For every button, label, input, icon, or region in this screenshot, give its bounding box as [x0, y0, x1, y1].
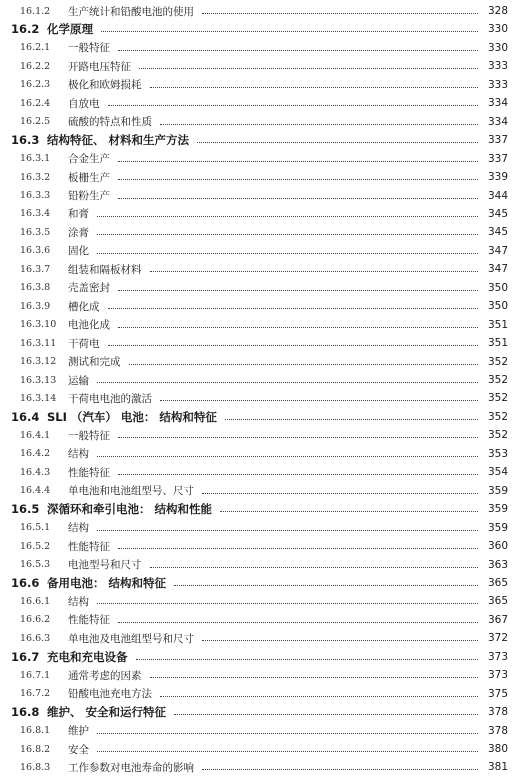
dot-leader — [174, 713, 478, 715]
dot-leader — [150, 86, 479, 88]
dot-leader — [202, 639, 478, 641]
entry-page-number: 350 — [487, 300, 508, 313]
entry-title: 工作参数对电池寿命的影响 — [68, 761, 194, 774]
entry-page-number: 334 — [487, 97, 508, 110]
entry-page-number: 380 — [487, 743, 508, 755]
entry-page-number: 353 — [487, 447, 508, 460]
entry-number: 16.5.3 — [20, 559, 51, 570]
dot-leader — [118, 197, 478, 199]
entry-title: 化学原理 — [47, 22, 93, 37]
entry-page-number: 351 — [487, 337, 508, 350]
entry-title: 运输 — [68, 374, 89, 387]
entry-title: 硫酸的特点和性质 — [68, 116, 152, 129]
entry-page-number: 330 — [487, 23, 508, 36]
entry-number: 16.4.4 — [20, 485, 51, 497]
dot-leader — [118, 326, 478, 328]
entry-title: 一般特征 — [68, 42, 110, 55]
entry-page-number: 365 — [487, 595, 508, 608]
entry-number: 16.6 — [11, 575, 40, 590]
entry-number: 16.3.14 — [20, 392, 57, 404]
entry-title: 电池型号和尺寸 — [68, 559, 142, 571]
toc-subsection-entry[interactable] — [0, 757, 518, 777]
dot-leader — [97, 732, 478, 734]
entry-number: 16.8 — [11, 705, 40, 720]
toc-subsection-entry[interactable] — [0, 93, 518, 113]
dot-leader — [150, 270, 479, 272]
dot-leader — [108, 104, 479, 106]
dot-leader — [150, 566, 479, 568]
entry-title: 结构 — [68, 595, 89, 608]
entry-title: 干荷电电池的激活 — [68, 392, 152, 405]
dot-leader — [202, 768, 478, 770]
entry-page-number: 337 — [487, 152, 508, 165]
entry-number: 16.6.1 — [20, 595, 51, 607]
toc-subsection-entry[interactable] — [0, 296, 518, 316]
entry-page-number: 378 — [487, 706, 508, 719]
entry-page-number: 359 — [487, 521, 508, 534]
toc-subsection-entry[interactable] — [0, 610, 518, 630]
toc-section-entry[interactable] — [0, 702, 518, 722]
entry-page-number: 363 — [487, 558, 508, 571]
entry-number: 16.5.1 — [20, 522, 51, 534]
entry-page-number: 352 — [487, 374, 508, 386]
entry-number: 16.3.12 — [20, 356, 57, 368]
entry-page-number: 359 — [487, 484, 508, 497]
entry-number: 16.3 — [11, 133, 40, 148]
toc-subsection-entry[interactable] — [0, 167, 518, 187]
toc-subsection-entry[interactable] — [0, 352, 518, 372]
entry-number: 16.2.2 — [20, 60, 51, 72]
entry-title: 和膏 — [68, 208, 89, 221]
entry-title: 涂膏 — [68, 226, 89, 239]
dot-leader — [108, 344, 479, 346]
entry-title: 开路电压特征 — [68, 60, 131, 73]
toc-section-entry[interactable] — [0, 499, 518, 519]
entry-page-number: 373 — [487, 650, 508, 663]
entry-page-number: 372 — [487, 632, 508, 645]
toc-subsection-entry[interactable] — [0, 112, 518, 132]
entry-number: 16.2 — [11, 22, 40, 37]
dot-leader — [97, 750, 478, 752]
entry-number: 16.7.2 — [20, 688, 51, 700]
toc-subsection-entry[interactable] — [0, 388, 518, 408]
toc-subsection-entry[interactable] — [0, 425, 518, 445]
dot-leader — [174, 584, 478, 586]
toc-section-entry[interactable] — [0, 407, 518, 427]
dot-leader — [118, 49, 478, 51]
entry-page-number: 375 — [487, 687, 508, 700]
entry-title: 板栅生产 — [68, 171, 110, 184]
toc-subsection-entry[interactable] — [0, 518, 518, 538]
toc-subsection-entry[interactable] — [0, 278, 518, 298]
entry-title: 铅粉生产 — [68, 190, 110, 202]
entry-page-number: 347 — [487, 244, 508, 257]
toc-subsection-entry[interactable] — [0, 481, 518, 501]
entry-page-number: 333 — [487, 60, 508, 73]
toc-subsection-entry[interactable] — [0, 222, 518, 242]
entry-number: 16.3.9 — [20, 300, 51, 312]
entry-number: 16.4.2 — [20, 448, 51, 460]
entry-number: 16.3.5 — [20, 226, 51, 238]
dot-leader — [97, 602, 478, 604]
toc-subsection-entry[interactable] — [0, 555, 518, 575]
toc-subsection-entry[interactable] — [0, 204, 518, 224]
entry-title: 结构 — [68, 522, 89, 535]
entry-number: 16.7 — [11, 649, 40, 664]
toc-subsection-entry[interactable] — [0, 536, 518, 556]
entry-title: 充电和充电设备 — [47, 649, 128, 664]
entry-number: 16.4.1 — [20, 429, 51, 441]
entry-number: 16.3.3 — [20, 190, 51, 201]
entry-title: 结构 — [68, 448, 89, 461]
toc-subsection-entry[interactable] — [0, 259, 518, 279]
entry-title: 电池化成 — [68, 319, 110, 332]
entry-page-number: 378 — [487, 724, 508, 737]
entry-title: 壳盖密封 — [68, 282, 110, 295]
entry-number: 16.3.8 — [20, 282, 51, 294]
dot-leader — [160, 695, 478, 697]
dot-leader — [97, 381, 478, 383]
entry-title: 单电池及电池组型号和尺寸 — [68, 632, 194, 645]
entry-title: SLI （汽车） 电池： 结构和特征 — [47, 409, 217, 424]
dot-leader — [97, 252, 478, 254]
entry-page-number: 351 — [487, 318, 508, 331]
entry-number: 16.2.1 — [20, 42, 51, 54]
entry-title: 深循环和牵引电池： 结构和性能 — [47, 502, 213, 517]
dot-leader — [202, 12, 478, 14]
dot-leader — [97, 233, 478, 235]
dot-leader — [150, 676, 479, 678]
toc-subsection-entry[interactable] — [0, 333, 518, 353]
entry-title: 维护、 安全和运行特征 — [47, 705, 167, 720]
entry-number: 16.4.3 — [20, 466, 51, 478]
entry-title: 维护 — [68, 725, 89, 738]
entry-title: 测试和完成 — [68, 356, 121, 369]
toc-subsection-entry[interactable] — [0, 241, 518, 261]
entry-page-number: 347 — [487, 263, 508, 276]
entry-page-number: 337 — [487, 134, 508, 147]
entry-title: 单电池和电池组型号、尺寸 — [68, 485, 194, 498]
entry-page-number: 344 — [487, 189, 508, 202]
entry-page-number: 365 — [487, 576, 508, 589]
entry-page-number: 381 — [487, 761, 508, 774]
entry-number: 16.6.2 — [20, 614, 51, 626]
entry-page-number: 339 — [487, 171, 508, 184]
dot-leader — [160, 123, 478, 125]
dot-leader — [160, 399, 478, 401]
entry-number: 16.3.13 — [20, 374, 57, 386]
toc-subsection-entry[interactable] — [0, 684, 518, 704]
toc-subsection-entry[interactable] — [0, 315, 518, 335]
entry-title: 通常考虑的因素 — [68, 669, 142, 682]
toc-subsection-entry[interactable] — [0, 38, 518, 58]
dot-leader — [118, 621, 478, 623]
entry-page-number: 345 — [487, 226, 508, 239]
dot-leader — [118, 473, 478, 475]
entry-page-number: 350 — [487, 281, 508, 294]
entry-title: 结构特征、 材料和生产方法 — [47, 133, 190, 148]
entry-number: 16.2.4 — [20, 97, 51, 109]
entry-page-number: 367 — [487, 613, 508, 626]
toc-subsection-entry[interactable] — [0, 149, 518, 169]
entry-page-number: 334 — [487, 115, 508, 128]
entry-number: 16.8.1 — [20, 725, 51, 737]
entry-number: 16.7.1 — [20, 669, 51, 681]
entry-title: 合金生产 — [68, 153, 110, 166]
toc-subsection-entry[interactable] — [0, 75, 518, 95]
toc-section-entry[interactable] — [0, 647, 518, 667]
dot-leader — [220, 510, 478, 512]
toc-subsection-entry[interactable] — [0, 186, 518, 206]
toc-section-entry[interactable] — [0, 573, 518, 593]
dot-leader — [108, 307, 479, 309]
entry-title: 极化和欧姆损耗 — [68, 79, 142, 92]
dot-leader — [118, 436, 478, 438]
entry-title: 干荷电 — [68, 337, 100, 350]
entry-title: 固化 — [68, 245, 89, 258]
entry-number: 16.5 — [11, 502, 40, 517]
entry-number: 16.5.2 — [20, 540, 51, 552]
entry-title: 安全 — [68, 743, 89, 756]
entry-page-number: 328 — [487, 5, 508, 17]
dot-leader — [139, 67, 478, 69]
toc-subsection-entry[interactable] — [0, 444, 518, 464]
dot-leader — [97, 529, 478, 531]
entry-title: 铅酸电池充电方法 — [68, 688, 152, 701]
entry-title: 一般特征 — [68, 429, 110, 442]
entry-number: 16.3.6 — [20, 245, 51, 257]
toc-subsection-entry[interactable] — [0, 370, 518, 390]
entry-number: 16.8.3 — [20, 761, 51, 773]
dot-leader — [101, 30, 478, 32]
entry-title: 性能特征 — [68, 466, 110, 479]
entry-page-number: 352 — [487, 355, 508, 368]
entry-page-number: 352 — [487, 429, 508, 442]
dot-leader — [225, 418, 478, 420]
dot-leader — [197, 141, 478, 143]
entry-number: 16.3.7 — [20, 263, 51, 275]
entry-title: 组装和隔板材料 — [68, 263, 142, 276]
entry-page-number: 345 — [487, 207, 508, 220]
entry-number: 16.2.3 — [20, 79, 51, 91]
dot-leader — [118, 547, 478, 549]
entry-number: 16.3.11 — [20, 337, 57, 349]
toc-subsection-entry[interactable] — [0, 56, 518, 76]
entry-page-number: 330 — [487, 41, 508, 54]
toc-subsection-entry[interactable] — [0, 739, 518, 759]
entry-title: 槽化成 — [68, 300, 100, 313]
entry-number: 16.3.4 — [20, 208, 51, 220]
entry-page-number: 333 — [487, 78, 508, 91]
dot-leader — [97, 455, 478, 457]
entry-title: 性能特征 — [68, 614, 110, 627]
toc-section-entry[interactable] — [0, 130, 518, 150]
entry-number: 16.3.10 — [20, 319, 57, 331]
dot-leader — [118, 160, 478, 162]
toc-subsection-entry[interactable] — [0, 1, 518, 21]
entry-page-number: 352 — [487, 392, 508, 405]
entry-number: 16.6.3 — [20, 632, 51, 644]
entry-page-number: 352 — [487, 410, 508, 423]
toc-subsection-entry[interactable] — [0, 591, 518, 611]
entry-page-number: 359 — [487, 503, 508, 516]
dot-leader — [97, 215, 478, 217]
entry-number: 16.4 — [11, 409, 40, 424]
dot-leader — [118, 178, 478, 180]
entry-page-number: 373 — [487, 669, 508, 682]
entry-title: 备用电池： 结构和特征 — [47, 575, 167, 590]
toc-subsection-entry[interactable] — [0, 628, 518, 648]
toc-section-entry[interactable] — [0, 19, 518, 39]
entry-number: 16.1.2 — [20, 5, 51, 17]
entry-page-number: 354 — [487, 466, 508, 479]
dot-leader — [118, 289, 478, 291]
toc-subsection-entry[interactable] — [0, 665, 518, 685]
entry-number: 16.3.1 — [20, 153, 51, 165]
dot-leader — [202, 492, 478, 494]
toc-subsection-entry[interactable] — [0, 462, 518, 482]
dot-leader — [136, 658, 479, 660]
entry-number: 16.8.2 — [20, 743, 51, 755]
entry-title: 自放电 — [68, 97, 100, 110]
dot-leader — [129, 363, 479, 365]
entry-number: 16.2.5 — [20, 116, 51, 128]
entry-number: 16.3.2 — [20, 171, 51, 183]
entry-title: 生产统计和铅酸电池的使用 — [68, 5, 194, 18]
toc-subsection-entry[interactable] — [0, 721, 518, 741]
entry-page-number: 360 — [487, 540, 508, 553]
entry-title: 性能特征 — [68, 540, 110, 553]
